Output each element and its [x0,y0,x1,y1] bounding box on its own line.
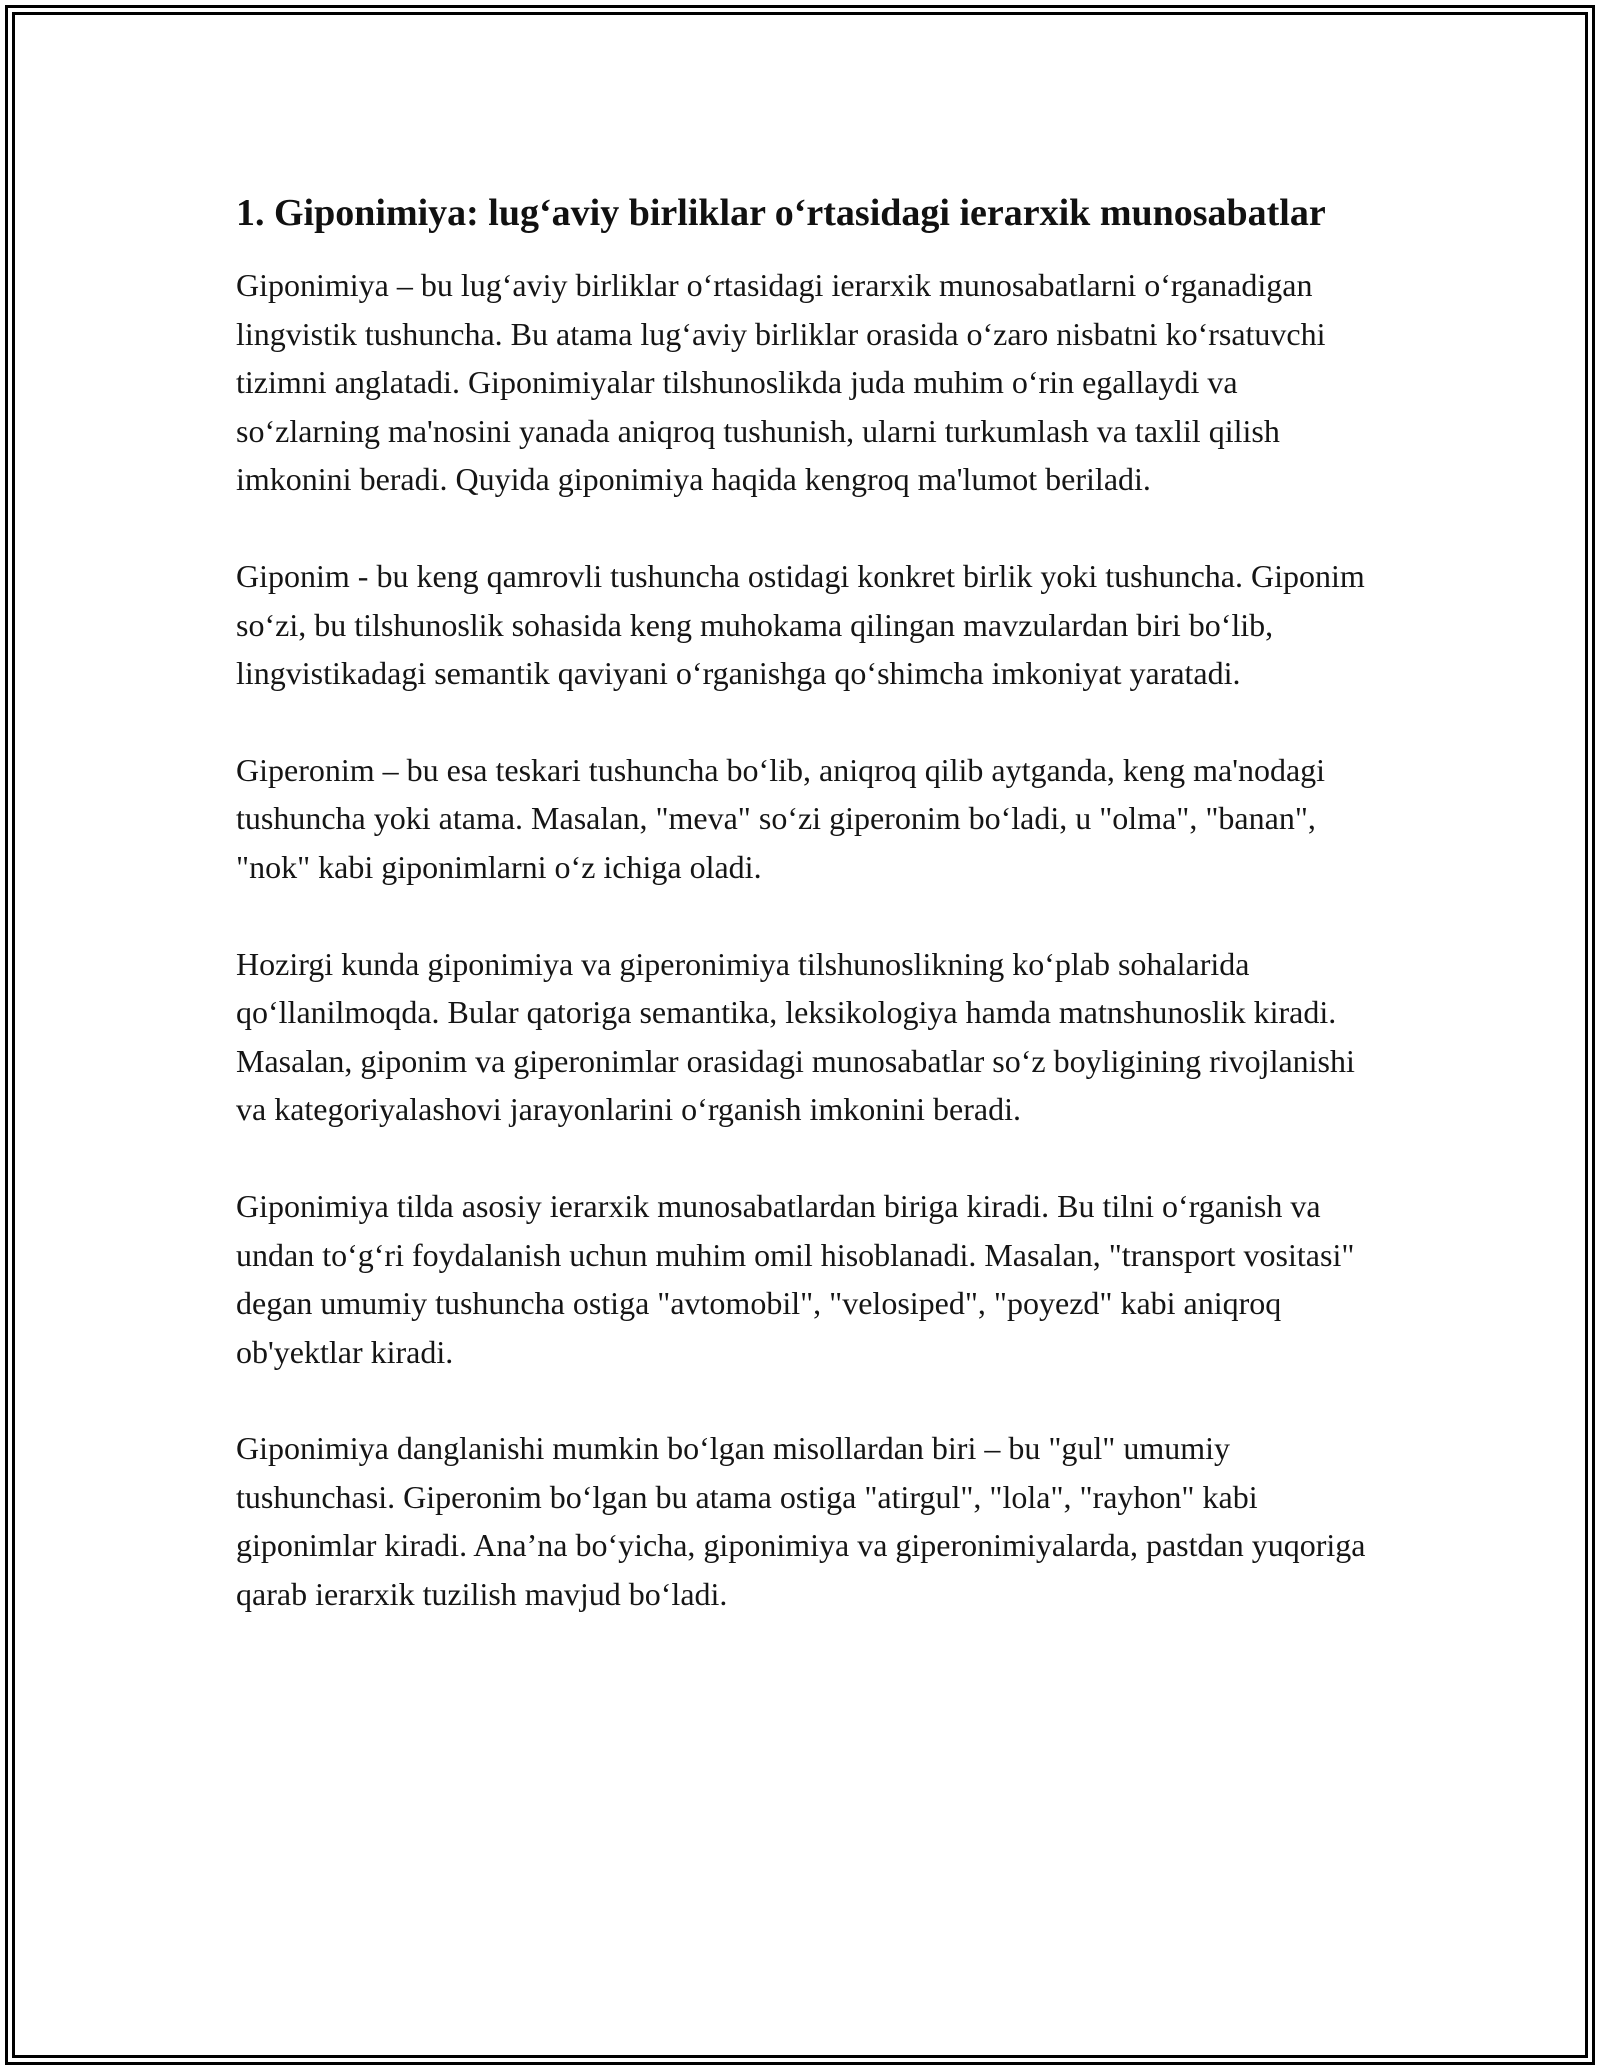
section-heading: 1. Giponimiya: lug‘aviy birliklar o‘rtasidagi ierarxik munosabatlar [236,192,1326,234]
paragraph-applications: Hozirgi kunda giponimiya va giperonimiya tilshunoslikning ko‘plab sohalarida qo‘llanilmoqda. Bular qatoriga semantika, leksikologiya hamda matnshunoslik kiradi. Masalan, giponim va giperonimlar orasidagi munosabatlar so‘z boyligining rivojlanishi va kategoriyalashovi jarayonlarini o‘rganish imkonini beradi. [236,945,1355,1128]
paragraph-giperonim: Giperonim – bu esa teskari tushuncha bo‘lib, aniqroq qilib aytganda, keng ma'nodagi tushuncha yoki atama. Masalan, "meva" so‘zi giperonim bo‘ladi, u "olma", "banan", "nok" kabi giponimlarni o‘z ichiga oladi. [236,751,1326,885]
paragraph-hierarchy-transport: Giponimiya tilda asosiy ierarxik munosabatlardan biriga kiradi. Bu tilni o‘rganish va undan to‘g‘ri foydalanish uchun muhim omil hisoblanadi. Masalan, "transport vositasi" degan umumiy tushuncha ostiga "avtomobil", "velosiped", "poyezd" kabi aniqroq ob'yektlar kiradi. [236,1187,1355,1370]
paragraph-giponim: Giponim - bu keng qamrovli tushuncha ostidagi konkret birlik yoki tushuncha. Giponim so‘zi, bu tilshunoslik sohasida keng muhokama qilingan mavzulardan biri bo‘lib, lingvistikadagi semantik qaviyani o‘rganishga qo‘shimcha imkoniyat yaratadi. [236,557,1365,692]
paragraph-hierarchy-flowers: Giponimiya danglanishi mumkin bo‘lgan misollardan biri – bu "gul" umumiy tushunchasi. Giperonim bo‘lgan bu atama ostiga "atirgul", "lola", "rayhon" kabi giponimlar kiradi. Ana’na bo‘yicha, giponimiya va giperonimiyalarda, pastdan yuqoriga qarab ierarxik tuzilish mavjud bo‘ladi. [236,1430,1366,1613]
document-body [236,186,1386,1667]
paragraph-giponimiya-definition: Giponimiya – bu lug‘aviy birliklar o‘rtasidagi ierarxik munosabatlarni o‘rganadigan lingvistik tushuncha. Bu atama lug‘aviy birliklar orasida o‘zaro nisbatni ko‘rsatuvchi tizimni anglatadi. Giponimiyalar tilshunoslikda juda muhim o‘rin egallaydi va so‘zlarning ma'nosini yanada aniqroq tushunish, ularni turkumlash va taxlil qilish imkonini beradi. Quyida giponimiya haqida kengroq ma'lumot beriladi. [236,267,1326,498]
